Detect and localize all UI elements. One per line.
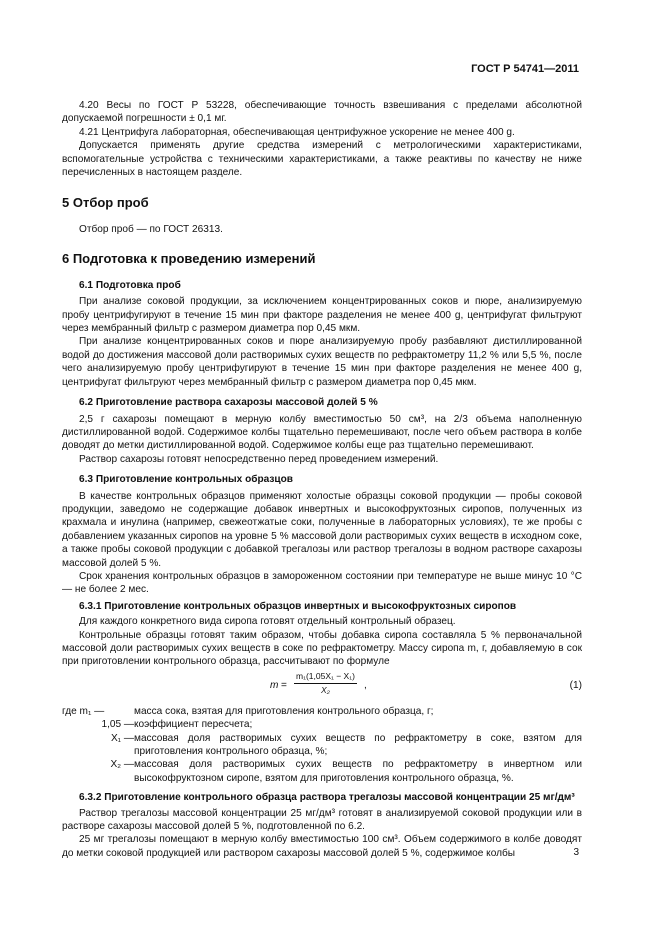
formula-number: (1)	[569, 679, 582, 691]
subsection-6-3-2-paragraph-2: 25 мг трегалозы помещают в мерную колбу вместимостью 100 см³. Объем содержимого в колбе доводят до метки соковой продукцией или раствором сахарозы массовой долей 5 %, содержимое колбы	[62, 834, 582, 859]
document-header-id: ГОСТ Р 54741—2011	[471, 63, 579, 75]
subsection-6-3-paragraph-1: В качестве контрольных образцов применяют холостые образцы соковой продукции — пробы соковой продукции, заведомо не содержащие добавок инвертных и высокофруктозных сиропов, полученных из крахмала и инулина (например, свежеотжатые соки, полученные в лабораторных условиях), те же пробы с добавлением указанных сиропов на уровне 5 % массовой доли растворимых сухих веществ в исходном соке, а также пробы соковой продукции с добавкой трегалозы или раствор трегалозы в водном растворе сахарозы массовой долей 5 %.	[62, 490, 582, 569]
formula-equals: =	[281, 679, 287, 691]
subsection-6-1-heading: 6.1 Подготовка проб	[79, 279, 181, 291]
subsection-6-3-2-heading: 6.3.2 Приготовление контрольного образца раствора трегалозы массовой концентрации 25 мг/дм³	[79, 792, 575, 804]
formula-lhs: m	[270, 679, 279, 691]
subsection-6-3-paragraph-2: Срок хранения контрольных образцов в замороженном состоянии при температуре не выше минус 10 °С — не более 2 мес.	[62, 570, 582, 596]
formula-numerator: m₁(1,05X₁ − X₁)	[294, 671, 357, 684]
formula-1	[62, 671, 582, 701]
definition-text: массовая доля растворимых сухих веществ по рефрактометру в инвертном или высокофруктозном сиропе, взятом для приготовления контрольного образца, %.	[134, 759, 582, 784]
paragraph-4-20: 4.20 Весы по ГОСТ Р 53228, обеспечивающие точность взвешивания с пределами абсолютной допускаемой погрешности ± 0,1 мг.	[62, 100, 582, 125]
definition-item	[62, 718, 582, 731]
section-5-heading: 5 Отбор проб	[62, 195, 149, 211]
subsection-6-3-1-heading: 6.3.1 Приготовление контрольных образцов инвертных и высокофруктозных сиропов	[79, 600, 517, 612]
definition-item	[62, 758, 582, 785]
section-6-heading: 6 Подготовка к проведению измерений	[62, 250, 316, 266]
subsection-6-1-paragraph-1: При анализе соковой продукции, за исключением концентрированных соков и пюре, анализируемую пробу центрифугируют в течение 15 мин при факторе разделения не менее 400 g, центрифугат фильтруют через мембранный фильтр с размером диаметра пор 0,45 мкм.	[62, 296, 582, 335]
definition-item	[62, 705, 582, 718]
definition-text: массовая доля растворимых сухих веществ по рефрактометру в соке, взятом для приготовления контрольного образца, %;	[134, 732, 582, 758]
subsection-6-1-paragraph-2: При анализе концентрированных соков и пюре анализируемую пробу разбавляют дистиллированной водой до достижения массовой доли растворимых сухих веществ по рефрактометру 11,2 % или 5,5 %, после чего анализируемую пробу центрифугируют в течение 15 мин при факторе разделения не менее 400 g, центрифугат фильтруют через мембранный фильтр с размером диаметра пор 0,45 мкм.	[62, 336, 582, 388]
formula-fraction	[294, 671, 357, 696]
definition-symbol: 1,05 —	[101, 719, 134, 731]
section-5-text: Отбор проб — по ГОСТ 26313.	[79, 224, 223, 236]
formula-comma: ,	[364, 679, 367, 691]
definition-item	[62, 732, 582, 759]
paragraph-4-21: 4.21 Центрифуга лабораторная, обеспечивающая центрифужное ускорение не менее 400 g.	[79, 126, 515, 138]
document-body	[62, 99, 582, 860]
formula-denominator: X₂	[321, 684, 330, 695]
subsection-6-3-1-paragraph-2: Контрольные образцы готовят таким образом, чтобы добавка сиропа составляла 5 % первоначальной массовой доли растворимых сухих веществ в соке по рефрактометру. Массу сиропа m, г, добавляемую в сок при приготовлении контрольного образца, рассчитывают по формуле	[62, 629, 582, 668]
definition-text: масса сока, взятая для приготовления контрольного образца, г;	[134, 705, 434, 717]
definition-text: коэффициент пересчета;	[134, 719, 253, 731]
formula-definitions	[62, 705, 582, 785]
subsection-6-2-paragraph-1: 2,5 г сахарозы помещают в мерную колбу вместимостью 50 см³, на 2/3 объема наполненную дистиллированной водой. Содержимое колбы тщательно перемешивают, после чего объем раствора в колбе доводят до метки дистиллированной водой. Содержимое колбы еще раз тщательно перемешивают.	[62, 413, 582, 452]
page-number: 3	[573, 847, 579, 858]
paragraph-allowed-instruments: Допускается применять другие средства измерений с метрологическими характеристиками, вспомогательные устройства с техническими характеристиками, а также реактивы по качеству не ниже перечисленных в настоящем разделе.	[62, 140, 582, 179]
definition-symbol: где m₁ —	[62, 705, 105, 717]
subsection-6-3-heading: 6.3 Приготовление контрольных образцов	[79, 474, 293, 486]
subsection-6-3-2-paragraph-1: Раствор трегалозы массовой концентрации 25 мг/дм³ готовят в анализируемой соковой продукции или в растворе сахарозы массовой долей 5 %, подготовленной по 6.2.	[62, 807, 582, 833]
subsection-6-3-1-paragraph-1: Для каждого конкретного вида сиропа готовят отдельный контрольный образец.	[79, 616, 456, 628]
definition-symbol: X₂ —	[110, 759, 134, 771]
subsection-6-2-paragraph-2: Раствор сахарозы готовят непосредственно перед проведением измерений.	[79, 453, 439, 465]
definition-symbol: X₁ —	[110, 732, 134, 744]
subsection-6-2-heading: 6.2 Приготовление раствора сахарозы массовой долей 5 %	[79, 397, 378, 409]
